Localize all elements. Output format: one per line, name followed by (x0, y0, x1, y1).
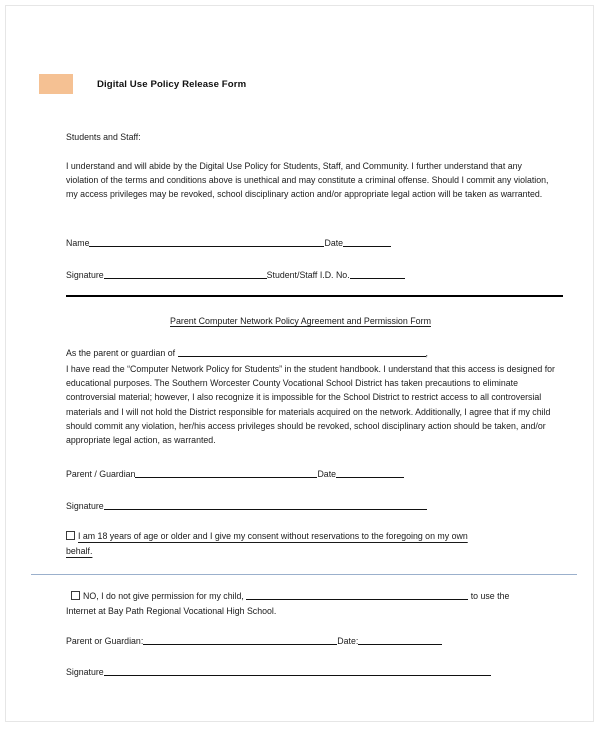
refusal-prefix-text: NO, I do not give permission for my child, (83, 591, 247, 601)
guardian-lead-label: As the parent or guardian of (66, 348, 178, 358)
refusal-statement[interactable] (66, 589, 546, 619)
final-parent-date-row[interactable] (66, 635, 442, 648)
child-name-input-line[interactable] (178, 347, 426, 357)
consent-line-2-text: behalf. (66, 546, 93, 556)
refusal-checkbox[interactable] (71, 591, 80, 600)
section-divider-thick (66, 295, 563, 297)
page-title: Digital Use Policy Release Form (97, 78, 247, 90)
name-date-field-row[interactable] (66, 237, 391, 250)
salutation-text: Students and Staff: (66, 132, 141, 142)
final-signature-label: Signature (66, 667, 104, 677)
color-swatch-icon (39, 74, 73, 94)
id-input-line[interactable] (350, 269, 405, 279)
parent-agreement-paragraph: I have read the “Computer Network Policy for Students” in the student handbook. I understand that this access is designed for educational purposes. The Southern Worcester County Vocational School District has taken precautions to eliminate controversial material; however, I also recognize it is impossible for the School District to restrict access to all controversial materials and I will not hold the District responsible for materials acquired on the network. Additionally, I agree that if my child should commit any violation, her/his access privileges should be revoked, school disciplinary action should be taken, and/or appropriate legal action, as warranted. (66, 364, 555, 446)
guardian-lead-tail: , (425, 348, 428, 358)
age-consent-statement[interactable] (66, 529, 536, 559)
parent-date-input-line[interactable] (336, 468, 404, 478)
parent-date-label: Date (317, 469, 337, 479)
refusal-child-name-input-line[interactable] (246, 590, 468, 600)
consent-line-1-text: I am 18 years of age or older and I give my consent without reservations to the foregoing on my own (78, 531, 468, 541)
signature-label: Signature (66, 270, 104, 280)
final-date-input-line[interactable] (358, 635, 442, 645)
document-header (39, 74, 246, 94)
guardian-lead-in-row[interactable] (66, 347, 428, 360)
parent-signature-row[interactable] (66, 500, 427, 513)
section-heading-parent-form: Parent Computer Network Policy Agreement and Permission Form (170, 316, 431, 326)
parent-signature-input-line[interactable] (104, 500, 427, 510)
final-signature-row[interactable] (66, 666, 491, 679)
student-staff-id-label: Student/Staff I.D. No. (266, 270, 350, 280)
signature-input-line[interactable] (104, 269, 267, 279)
parent-guardian-input-line[interactable] (135, 468, 317, 478)
parent-signature-label: Signature (66, 501, 104, 511)
refusal-suffix-text: to use the (468, 591, 510, 601)
refusal-line-2: Internet at Bay Path Regional Vocational High School. (66, 606, 277, 616)
final-parent-label: Parent or Guardian: (66, 636, 144, 646)
date-input-line[interactable] (343, 237, 391, 247)
section-divider-light (31, 574, 577, 575)
consent-line-1-wrapper (66, 531, 468, 541)
final-date-label: Date: (337, 636, 359, 646)
date-label: Date (324, 238, 344, 248)
parent-guardian-label: Parent / Guardian (66, 469, 136, 479)
signature-id-field-row[interactable] (66, 269, 405, 282)
final-signature-input-line[interactable] (104, 666, 491, 676)
consent-checkbox[interactable] (66, 531, 75, 540)
document-page (5, 5, 594, 722)
parent-guardian-date-row[interactable] (66, 468, 404, 481)
name-label: Name (66, 238, 90, 248)
final-parent-input-line[interactable] (143, 635, 337, 645)
student-staff-paragraph: I understand and will abide by the Digital Use Policy for Students, Staff, and Community. I further understand that any violation of the terms and conditions above is unethical and may constitute a criminal offense. Should I commit any violation, my access privileges may be revoked, school disciplinary action and/or appropriate legal action will be taken as warranted. (66, 161, 549, 200)
name-input-line[interactable] (89, 237, 324, 247)
refusal-line-1[interactable] (66, 589, 546, 604)
